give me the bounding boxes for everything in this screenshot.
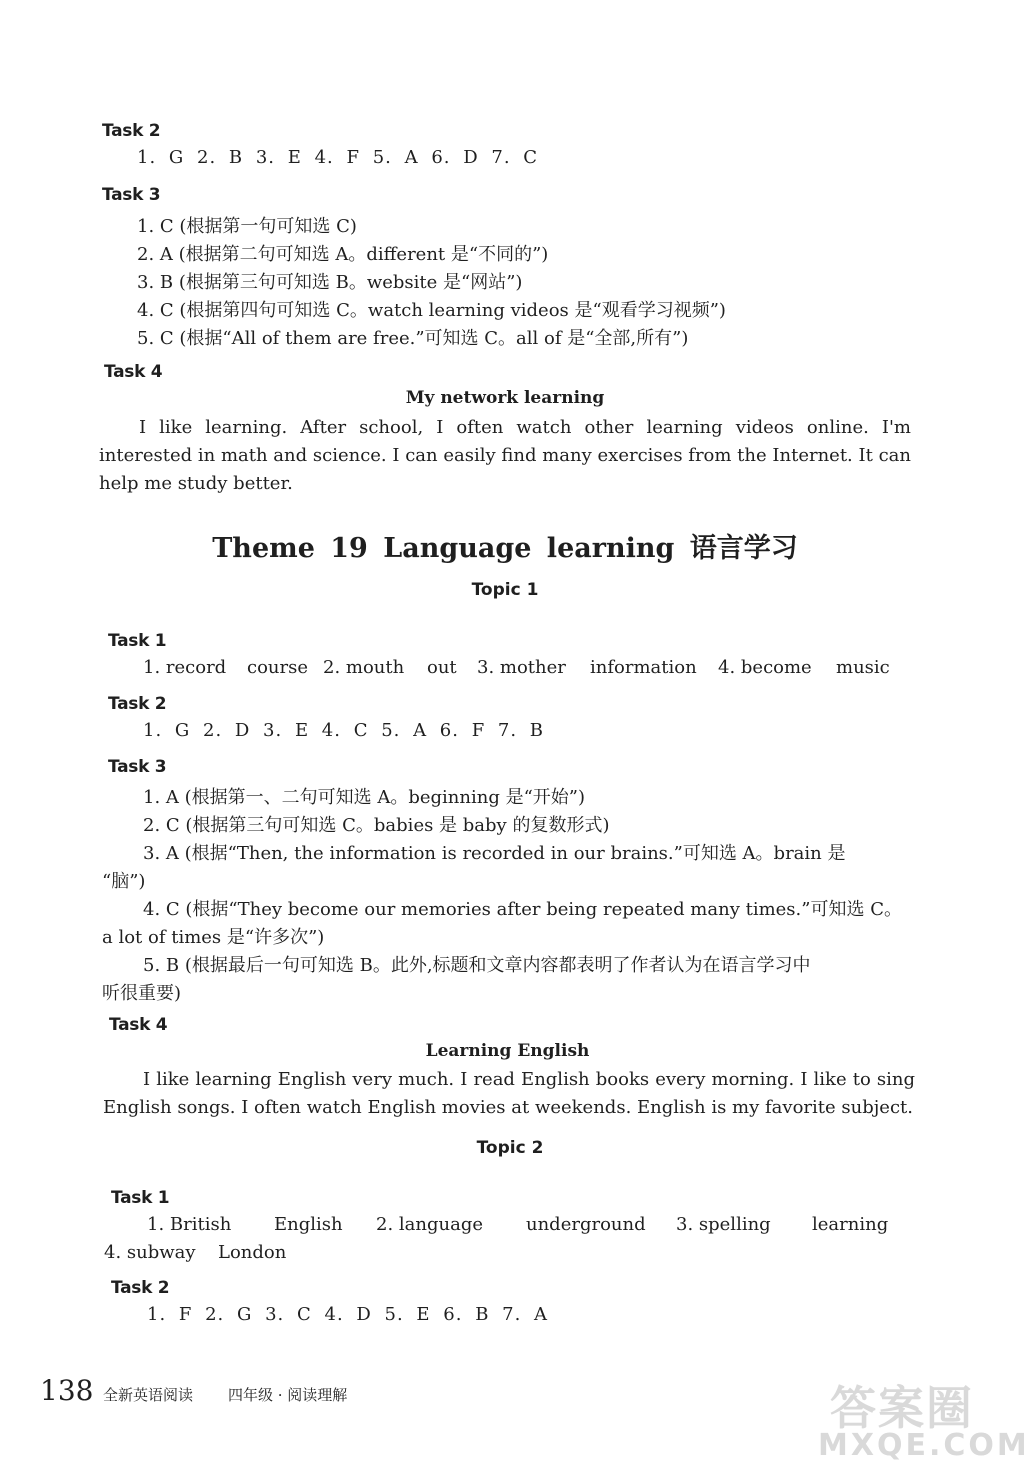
vocab-word: underground: [526, 1214, 646, 1235]
topic1-task-1-words: [143, 657, 890, 678]
task-3-item: 2. A (根据第二句可知选 A。different 是“不同的”): [137, 244, 549, 265]
topic1-task-3-item: 1. A (根据第一、二句可知选 A。beginning 是“开始”): [143, 787, 586, 808]
essay-title: My network learning: [405, 388, 605, 408]
vocab-word: 1. record: [143, 657, 227, 678]
task-3-item: 1. C (根据第一句可知选 C): [137, 216, 357, 237]
topic2-task-2-answers: 1. F 2. G 3. C 4. D 5. E 6. B 7. A: [147, 1304, 549, 1325]
essay-body: I like learning English very much. I read English books every morning. I like to sing English songs. I often watch English movies at weekends. English is my favorite subject.: [103, 1069, 915, 1118]
vocab-word: learning: [812, 1214, 889, 1235]
vocab-word: course: [247, 657, 309, 678]
watermark-logo: 答案圈: [830, 1381, 974, 1435]
task-3-label: Task 3: [102, 185, 161, 205]
topic-2-title: Topic 2: [476, 1138, 544, 1158]
task-3-item: 5. C (根据“All of them are free.”可知选 C。all of 是“全部,所有”): [137, 328, 689, 349]
vocab-word: information: [590, 657, 697, 678]
topic1-task-2-label: Task 2: [108, 694, 167, 714]
vocab-word: 2. language: [376, 1214, 483, 1235]
task-3-item: 4. C (根据第四句可知选 C。watch learning videos 是“观看学习视频”): [137, 300, 726, 321]
task-4-label: Task 4: [104, 362, 163, 382]
topic1-task-3-item-cont: 听很重要): [102, 983, 182, 1004]
vocab-word: 4. subway: [104, 1242, 196, 1263]
vocab-word: music: [836, 657, 890, 678]
task-2-label: Task 2: [102, 121, 161, 141]
topic1-task-4-label: Task 4: [109, 1015, 168, 1035]
vocab-word: 4. become: [718, 657, 812, 678]
task-3-item: 3. B (根据第三句可知选 B。website 是“网站”): [137, 272, 523, 293]
essay-body: I like learning. After school, I often watch other learning videos online. I'm interested in math and science. I can easily find many exercises from the Internet. It can help me study better.: [99, 417, 911, 494]
topic1-task-3-item: 4. C (根据“They become our memories after being repeated many times.”可知选 C。: [143, 899, 902, 920]
topic1-task-3-label: Task 3: [108, 757, 167, 777]
topic2-task-1-label: Task 1: [111, 1188, 170, 1208]
topic1-task-2-answers: 1. G 2. D 3. E 4. C 5. A 6. F 7. B: [143, 720, 545, 741]
vocab-word: 2. mouth: [323, 657, 405, 678]
topic2-task-1-words-line2: [104, 1242, 286, 1263]
topic1-task-1-label: Task 1: [108, 631, 167, 651]
topic1-task-3-item: 2. C (根据第三句可知选 C。babies 是 baby 的复数形式): [143, 815, 610, 836]
vocab-word: 1. British: [147, 1214, 232, 1235]
grade-label: 四年级 · 阅读理解: [228, 1386, 348, 1404]
vocab-word: English: [274, 1214, 343, 1235]
book-title: 全新英语阅读: [103, 1386, 194, 1404]
topic1-task-3-item: 5. B (根据最后一句可知选 B。此外,标题和文章内容都表明了作者认为在语言学习中: [143, 955, 811, 976]
task-2-answers: 1. G 2. B 3. E 4. F 5. A 6. D 7. C: [137, 147, 539, 168]
page-number: 138: [40, 1374, 94, 1407]
topic2-task-2-label: Task 2: [111, 1278, 170, 1298]
vocab-word: London: [218, 1242, 287, 1263]
vocab-word: 3. mother: [477, 657, 566, 678]
theme-title: Theme 19 Language learning 语言学习: [212, 533, 798, 564]
essay-title: Learning English: [425, 1041, 590, 1061]
topic1-task-3-item-cont: “脑”): [102, 871, 146, 892]
topic-1-title: Topic 1: [471, 580, 539, 600]
vocab-word: out: [427, 657, 457, 678]
topic1-task-3-item-cont: a lot of times 是“许多次”): [102, 927, 325, 948]
watermark-url: MXQE.COM: [818, 1428, 1030, 1463]
topic2-task-1-words: [147, 1214, 888, 1235]
topic1-task-3-item: 3. A (根据“Then, the information is recorded in our brains.”可知选 A。brain 是: [143, 843, 846, 864]
vocab-word: 3. spelling: [676, 1214, 771, 1235]
